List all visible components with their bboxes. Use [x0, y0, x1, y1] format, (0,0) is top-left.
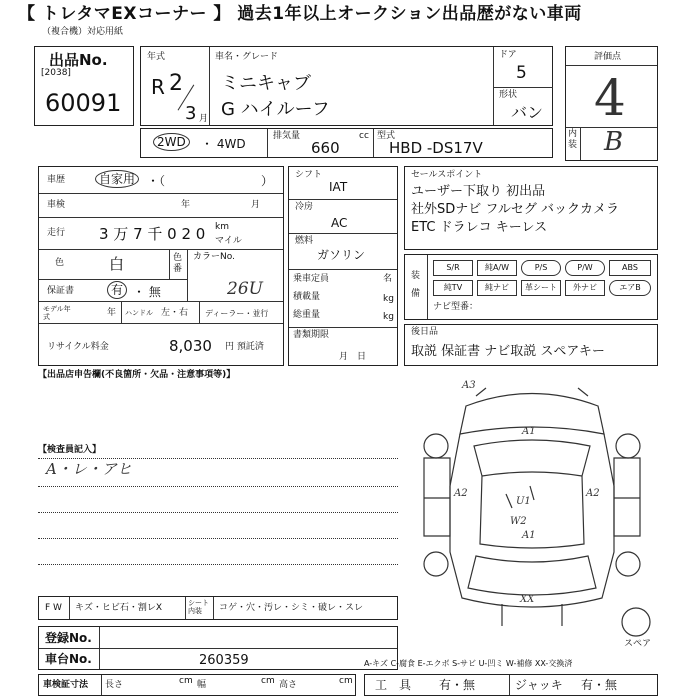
papers-unit: 月 日	[339, 352, 367, 362]
dims-wid: 幅	[197, 680, 207, 690]
reg-label: 登録No.	[45, 631, 92, 645]
equip-ext-navi: 外ナビ	[565, 280, 605, 296]
capacity-label: 乗車定員	[293, 274, 330, 284]
disp-label: 排気量	[273, 131, 301, 141]
lot-number: 60091	[45, 89, 122, 117]
year-era: R	[151, 75, 165, 99]
month-unit: 月	[199, 114, 209, 124]
sales-box	[404, 166, 658, 250]
mileage: 3 万 7 千 0 2 0	[99, 225, 206, 243]
history-used	[95, 173, 139, 185]
inspect-year: 年	[181, 200, 191, 210]
drive-2wd	[153, 136, 190, 148]
declare-label: 【出品店申告欄(不良箇所・欠品・注意事項等)】	[38, 370, 236, 380]
equip-airbag: エアB	[609, 280, 651, 296]
equipment-label: 装備	[411, 271, 421, 299]
chassis-value: 260359	[199, 653, 249, 668]
model-year-label: モデル年式	[43, 305, 71, 321]
lot-box	[34, 46, 134, 126]
dealer-label: ディーラー・並行	[205, 309, 269, 318]
history-circled: 自家用	[95, 170, 139, 188]
sub-label: （複合機）対応用紙	[42, 27, 124, 37]
later-box	[404, 324, 658, 366]
fw-row	[38, 596, 398, 620]
drive-2wd-circled: 2WD	[153, 133, 190, 151]
load-label: 積載量	[293, 292, 321, 302]
mark-a1-bottom: A1	[522, 530, 536, 541]
shape-label: 形状	[499, 90, 518, 100]
dims-hgt-unit: cm	[339, 676, 353, 686]
dims-hgt: 高さ	[279, 680, 298, 690]
shift-value: IAT	[329, 180, 348, 194]
warranty-label: 保証書	[47, 286, 75, 296]
model-code: HBD -DS17V	[389, 139, 483, 157]
chassis-label: 車台No.	[45, 652, 92, 666]
mileage-unit: km	[215, 222, 229, 232]
equipment-box	[404, 254, 658, 320]
tools-box	[364, 674, 658, 696]
mark-a3: A3	[462, 380, 476, 391]
seat-label: シート内装	[188, 599, 209, 615]
equip-sr: S/R	[433, 260, 473, 276]
vehicle-box	[140, 46, 553, 126]
name-label: 車名・グレード	[215, 52, 279, 62]
seat-items: コゲ・穴・汚レ・シミ・破レ・スレ	[219, 603, 364, 613]
sales-line-1: ユーザー下取り 初出品	[411, 184, 546, 199]
recycle-label: リサイクル料金	[47, 342, 109, 352]
disp-unit: cc	[359, 131, 369, 141]
displacement: 660	[311, 139, 340, 157]
jack-value: 有・無	[581, 678, 618, 692]
fuel-label: 燃料	[295, 236, 314, 246]
dims-len-unit: cm	[179, 676, 193, 686]
mark-w2: W2	[510, 516, 527, 527]
reg-box	[38, 626, 398, 670]
warranty-yes	[107, 284, 127, 296]
lot-stamp: [2038]	[41, 68, 71, 78]
inspector-label: 【検査員記入】	[38, 445, 102, 455]
equip-pw: P/W	[565, 260, 605, 276]
model-year-unit: 年	[107, 308, 117, 318]
tools-value: 有・無	[439, 678, 476, 692]
equip-navi: 純ナビ	[477, 280, 517, 296]
equip-aw: 純A/W	[477, 260, 517, 276]
weight-label: 総重量	[293, 310, 321, 320]
spare-label: スペア	[624, 639, 652, 649]
handle-value: 左・右	[161, 308, 189, 318]
later-items: 取説 保証書 ナビ取説 スペアキー	[411, 344, 605, 359]
car-name: ミニキャブ	[221, 73, 311, 94]
tools-label: 工 具	[375, 678, 412, 692]
load-unit: kg	[383, 294, 394, 304]
score-value: 4	[594, 69, 626, 127]
mileage-label: 走行	[47, 228, 66, 238]
capacity-unit: 名	[383, 274, 393, 284]
month-num: 3	[185, 103, 197, 124]
sales-label: セールスポイント	[411, 170, 483, 180]
recycle-value: 8,030	[169, 337, 212, 355]
damage-legend: A-キズ C-腐食 E-エクボ S-サビ U-凹ミ W-補修 XX-交換済	[364, 659, 573, 668]
handle-label: ハンドル	[125, 309, 153, 317]
model-label: 型式	[377, 131, 396, 141]
shift-label: シフト	[295, 170, 323, 180]
color-label: 色	[55, 258, 65, 268]
lot-label: 出品No.	[49, 51, 108, 69]
color-value: 白	[109, 255, 125, 273]
dims-box	[38, 674, 356, 696]
ac-label: 冷房	[295, 202, 314, 212]
navi-label: ナビ型番：	[433, 302, 479, 312]
drive-4wd: ・ 4WD	[201, 137, 246, 151]
weight-unit: kg	[383, 312, 394, 322]
equip-ps: P/S	[521, 260, 561, 276]
recycle-unit: 円 預託済	[225, 342, 264, 352]
mileage-unit2: マイル	[215, 236, 242, 246]
grade: G ハイルーフ	[221, 99, 330, 120]
color-code-label: 色番	[173, 253, 183, 274]
score-box	[565, 46, 658, 161]
sales-line-2: 社外SDナビ フルセグ バックカメラ	[411, 202, 620, 217]
year-num: 2	[169, 71, 183, 96]
mark-xx: XX	[520, 594, 535, 605]
equip-abs: ABS	[609, 260, 651, 276]
color-no: 26U	[227, 279, 263, 299]
score-label: 評価点	[594, 52, 622, 62]
door-label: ドア	[499, 50, 517, 60]
banner-title: 【 トレタマEXコーナー 】 過去1年以上オークション出品歴がない車両	[18, 4, 582, 24]
interior-label: 内装	[568, 129, 578, 150]
dims-wid-unit: cm	[261, 676, 275, 686]
papers-label: 書類期限	[293, 330, 330, 340]
fuel-value: ガソリン	[317, 248, 366, 262]
mark-a1-top: A1	[522, 426, 536, 437]
mark-u1: U1	[516, 496, 531, 507]
fw-label: F W	[45, 603, 62, 613]
inspector-note: A・レ・アヒ	[46, 460, 132, 478]
jack-label: ジャッキ	[515, 678, 563, 692]
history-rest: ・（ ）	[147, 174, 274, 188]
car-diagram	[406, 376, 658, 638]
details-box	[38, 166, 284, 366]
warranty-circled: 有	[107, 281, 127, 299]
inspect-month: 月	[251, 200, 261, 210]
color-no-label: カラーNo.	[193, 252, 235, 262]
mark-a2-right: A2	[586, 488, 600, 499]
mark-a2-left: A2	[454, 488, 468, 499]
spec-row	[140, 128, 553, 158]
doors: 5	[516, 63, 527, 83]
later-label: 後日品	[411, 327, 439, 337]
equip-tv: 純TV	[433, 280, 473, 296]
interior-value: B	[604, 127, 624, 157]
dims-label: 車検証寸法	[43, 680, 89, 690]
dims-len: 長さ	[105, 680, 124, 690]
inspect-label: 車検	[47, 200, 66, 210]
year-label: 年式	[147, 52, 166, 62]
equip-leather: 革シート	[521, 280, 561, 296]
warranty-no: ・ 無	[133, 285, 161, 299]
shape: バン	[511, 103, 544, 122]
mechanics-box	[288, 166, 398, 366]
ac-value: AC	[331, 216, 348, 230]
sales-line-3: ETC ドラレコ キーレス	[411, 220, 548, 235]
fw-items: キズ・ヒビ石・割レX	[75, 603, 162, 613]
history-label: 車歴	[47, 175, 66, 185]
